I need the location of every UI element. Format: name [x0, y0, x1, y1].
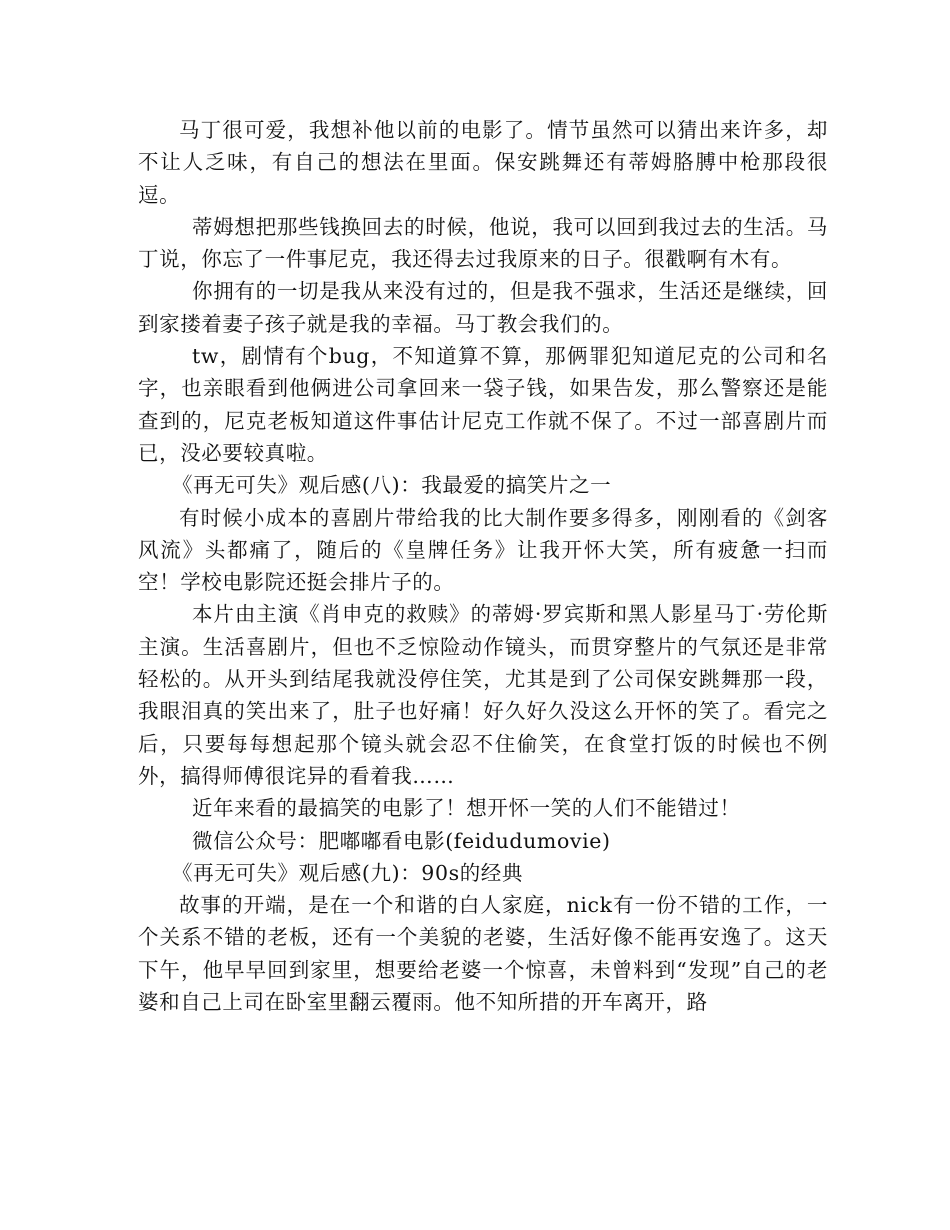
paragraph-2: 蒂姆想把那些钱换回去的时候，他说，我可以回到我过去的生活。马丁说，你忘了一件事尼克，我还得去过我原来的日子。很戳啊有木有。 — [138, 214, 828, 272]
section-heading-8: 《再无可失》观后感(八)：我最爱的搞笑片之一 — [172, 473, 612, 498]
paragraph-7: 近年来看的最搞笑的电影了！想开怀一笑的人们不能错过！ — [192, 796, 741, 821]
paragraph-8: 微信公众号：肥嘟嘟看电影(feidudumovie) — [192, 828, 611, 853]
paragraph-1: 马丁很可爱，我想补他以前的电影了。情节虽然可以猜出来许多，却不让人乏味，有自己的想法在里面。保安跳舞还有蒂姆胳膊中枪那段很逗。 — [138, 118, 828, 207]
section-heading-9: 《再无可失》观后感(九)：90s的经典 — [172, 860, 524, 885]
paragraph-6: 本片由主演《肖申克的救赎》的蒂姆·罗宾斯和黑人影星马丁·劳伦斯主演。生活喜剧片，但也不乏惊险动作镜头，而贯穿整片的气氛还是非常轻松的。从开头到结尾我就没停住笑，尤其是到了公司保安跳舞那一段，我眼泪真的笑出来了，肚子也好痛！好久好久没这么开怀的笑了。看完之后，只要每每想起那个镜头就会忍不住偷笑，在食堂打饭的时候也不例外，搞得师傅很诧异的看着我…… — [138, 602, 828, 788]
paragraph-5: 有时候小成本的喜剧片带给我的比大制作要多得多，刚刚看的《剑客风流》头都痛了，随后的《皇牌任务》让我开怀大笑，所有疲惫一扫而空！学校电影院还挺会排片子的。 — [138, 505, 828, 595]
article-body — [138, 114, 828, 1018]
paragraph-4: tw，剧情有个bug，不知道算不算，那俩罪犯知道尼克的公司和名字，也亲眼看到他俩进公司拿回来一袋子钱，如果告发，那么警察还是能查到的，尼克老板知道这件事估计尼克工作就不保了。不过一部喜剧片而已，没必要较真啦。 — [138, 344, 828, 465]
paragraph-9: 故事的开端，是在一个和谐的白人家庭，nick有一份不错的工作，一个关系不错的老板，还有一个美貌的老婆，生活好像不能再安逸了。这天下午，他早早回到家里，想要给老婆一个惊喜，未曾料到“发现”自己的老婆和自己上司在卧室里翻云覆雨。他不知所措的开车离开，路 — [138, 893, 828, 1015]
paragraph-3: 你拥有的一切是我从来没有过的，但是我不强求，生活还是继续，回到家搂着妻子孩子就是我的幸福。马丁教会我们的。 — [138, 279, 828, 336]
